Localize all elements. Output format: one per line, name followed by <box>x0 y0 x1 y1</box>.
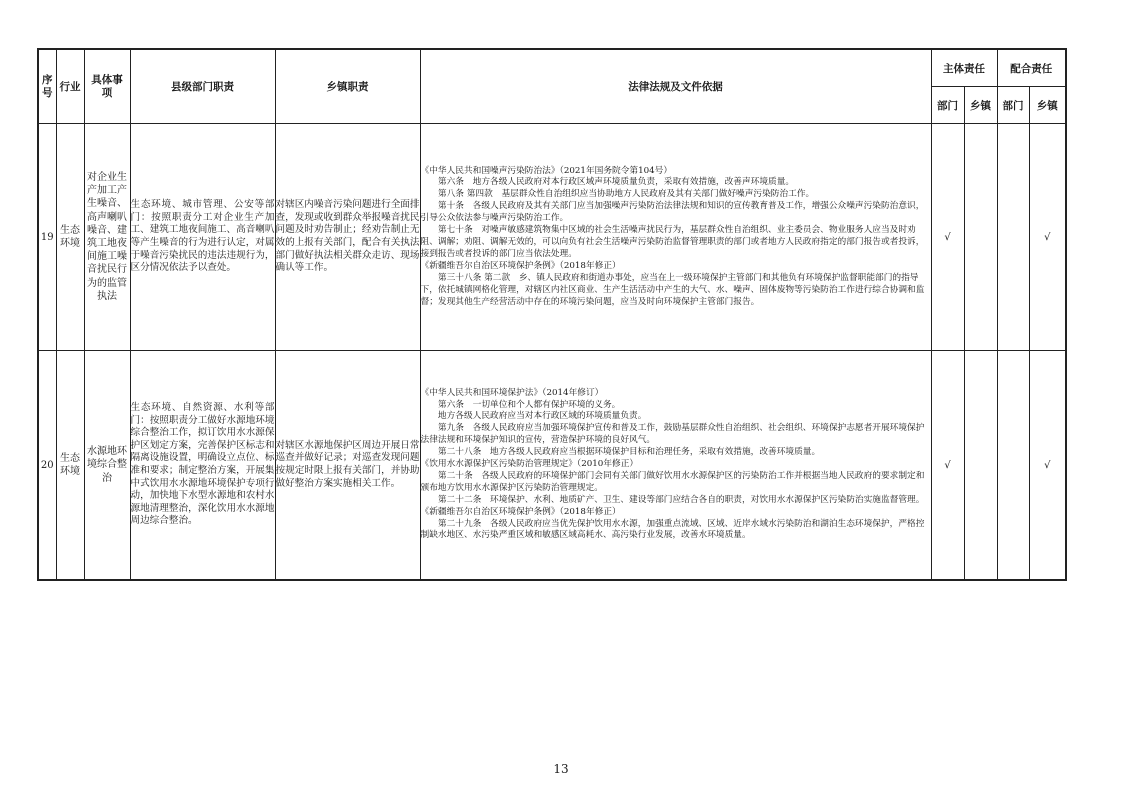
row-industry: 生态环境 <box>56 124 84 351</box>
row-town-duty: 对辖区内噪音污染问题进行全面排查，发现或收到群众举报噪音扰民问题及时劝告制止；经劝告制止无效的上报有关部门，配合有关执法部门做好执法相关群众走访、现场确认等工作。 <box>275 124 420 351</box>
row-coop-dept-check <box>997 124 1029 351</box>
table-row <box>38 351 1066 581</box>
law-paragraph: 第八条 第四款 基层群众性自治组织应当协助地方人民政府及其有关部门做好噪声污染防治工作。 <box>437 189 815 200</box>
header-coop-resp: 配合责任 <box>997 49 1066 87</box>
law-paragraph: 《中华人民共和国噪声污染防治法》（2021年国务院令第104号） <box>420 165 673 176</box>
row-county-duty: 生态环境、城市管理、公安等部门：按照职责分工对企业生产加工、建筑工地夜间施工、高音喇叭等产生噪音的行为进行认定，对属于噪音污染扰民的违法违规行为，区分情况依法予以查处。 <box>130 124 275 351</box>
row-industry: 生态环境 <box>56 351 84 581</box>
row-main-dept-check: √ <box>931 124 964 351</box>
row-seq: 19 <box>38 124 56 351</box>
row-law-basis <box>420 124 931 351</box>
law-paragraph: 第六条 地方各级人民政府对本行政区域声环境质量负责，采取有效措施，改善声环境质量。 <box>437 177 795 188</box>
law-paragraph: 《中华人民共和国环境保护法》（2014年修订） <box>420 387 604 398</box>
law-paragraph: 第九条 各级人民政府应当加强环境保护宣传和普及工作，鼓励基层群众性自治组织、社会组织、环境保护志愿者开展环境保护法律法规和环境保护知识的宣传，营造保护环境的良好风气。 <box>420 423 925 446</box>
law-paragraph: 第二十九条 各级人民政府应当优先保护饮用水水源，加强重点流域、区域、近岸水域水污染防治和湖泊生态环境保护，严格控制缺水地区、水污染严重区域和敏感区域高耗水、高污染行业发展，改善水环境质量。 <box>420 518 925 541</box>
header-seq: 序号 <box>38 49 56 124</box>
law-paragraph: 第二十八条 地方各级人民政府应当根据环境保护目标和治理任务，采取有效措施，改善环境质量。 <box>437 447 821 458</box>
header-coop-town: 乡镇 <box>1029 87 1066 124</box>
header-item: 具体事项 <box>84 49 130 124</box>
row-main-town-check <box>964 351 997 581</box>
header-town-duty: 乡镇职责 <box>275 49 420 124</box>
row-coop-dept-check <box>997 351 1029 581</box>
header-main-resp: 主体责任 <box>931 49 997 87</box>
page-number: 13 <box>553 762 569 776</box>
row-town-duty: 对辖区水源地保护区周边开展日常巡查并做好记录；对巡查发现问题按规定时限上报有关部门，并协助做好整治方案实施相关工作。 <box>275 351 420 581</box>
duty-table <box>37 48 1067 581</box>
header-industry: 行业 <box>56 49 84 124</box>
law-paragraph: 第二十二条 环境保护、水利、地质矿产、卫生、建设等部门应结合各自的职责，对饮用水水源保护区污染防治实施监督管理。 <box>437 494 925 505</box>
law-paragraph: 第六条 一切单位和个人都有保护环境的义务。 <box>437 399 621 410</box>
row-main-town-check <box>964 124 997 351</box>
law-paragraph: 《新疆维吾尔自治区环境保护条例》（2018年修正） <box>420 506 621 517</box>
law-paragraph: 《饮用水水源保护区污染防治管理规定》（2010年修正） <box>420 459 639 470</box>
row-main-dept-check: √ <box>931 351 964 581</box>
row-law-basis <box>420 351 931 581</box>
law-paragraph: 第二十条 各级人民政府的环境保护部门会同有关部门做好饮用水水源保护区的污染防治工作并根据当地人民政府的要求制定和颁布地方饮用水水源保护区污染防治管理规定。 <box>420 470 925 493</box>
header-county-duty: 县级部门职责 <box>130 49 275 124</box>
law-paragraph: 地方各级人民政府应当对本行政区域的环境质量负责。 <box>437 411 647 422</box>
row-county-duty: 生态环境、自然资源、水利等部门：按照职责分工做好水源地环境综合整治工作，拟订饮用水水源保护区划定方案，完善保护区标志和隔离设施设置，明确设立点位、标准和要求；制定整治方案，开展集中式饮用水水源地环境保护专项行动，加快地下水型水源地和农村水源地清理整治，深化饮用水水源地周边综合整治。 <box>130 351 275 581</box>
row-item: 水源地环境综合整治 <box>84 351 130 581</box>
law-paragraph: 第三十八条 第二款 乡、镇人民政府和街道办事处，应当在上一级环境保护主管部门和其他负有环境保护监督职能部门的指导下，依托城镇网格化管理，对辖区内社区商业、生产生活活动中产生的大气、水、噪声、固体废物等污染防治工作进行综合协调和监督；发现其他生产经营活动中存在的环境污染问题，应当及时向环境保护主管部门报告。 <box>420 272 925 307</box>
header-law-basis: 法律法规及文件依据 <box>420 49 931 124</box>
law-paragraph: 第十条 各级人民政府及其有关部门应当加强噪声污染防治法律法规和知识的宣传教育普及工作，增强公众噪声污染防治意识，引导公众依法参与噪声污染防治工作。 <box>420 201 925 224</box>
row-item: 对企业生产加工产生噪音、高声喇叭噪音、建筑工地夜间施工噪音扰民行为的监管执法 <box>84 124 130 351</box>
header-main-dept: 部门 <box>931 87 964 124</box>
header-main-town: 乡镇 <box>964 87 997 124</box>
table-row <box>38 124 1066 351</box>
law-paragraph: 第七十条 对噪声敏感建筑物集中区域的社会生活噪声扰民行为，基层群众性自治组织、业主委员会、物业服务人应当及时劝阻、调解；劝阻、调解无效的，可以向负有社会生活噪声污染防治监督管理职责的部门或者地方人民政府指定的部门报告或者投诉，接到报告或者投诉的部门应当依法处理。 <box>420 225 925 259</box>
header-coop-dept: 部门 <box>997 87 1029 124</box>
row-coop-town-check: √ <box>1029 124 1066 351</box>
row-coop-town-check: √ <box>1029 351 1066 581</box>
law-paragraph: 《新疆维吾尔自治区环境保护条例》（2018年修正） <box>420 260 621 271</box>
row-seq: 20 <box>38 351 56 581</box>
